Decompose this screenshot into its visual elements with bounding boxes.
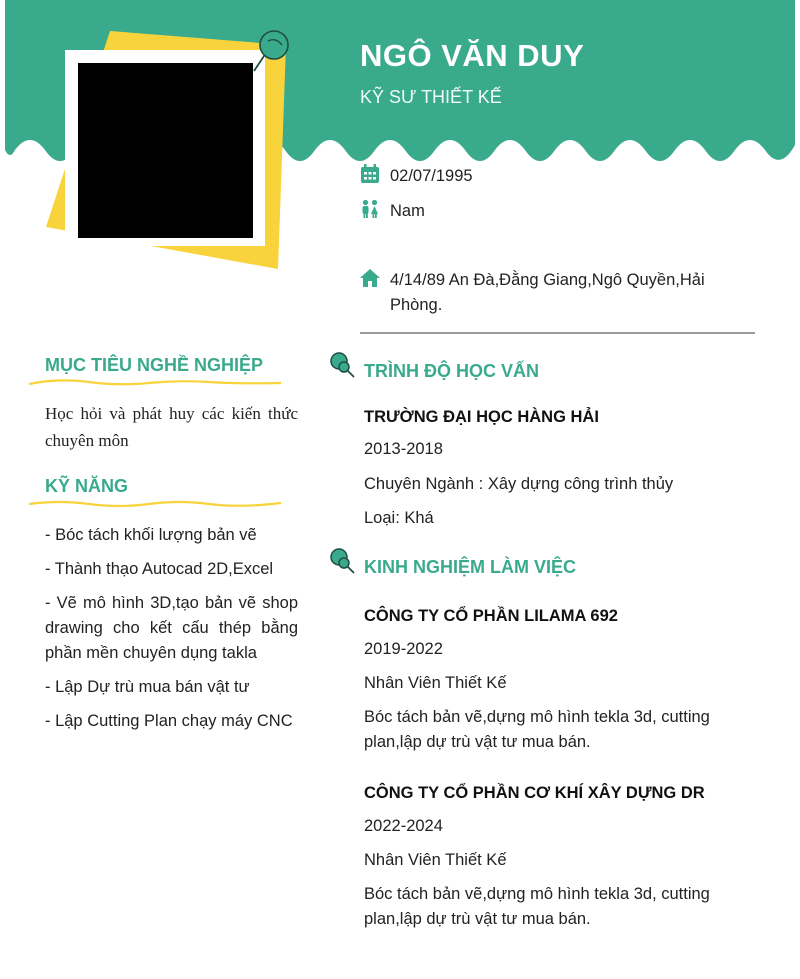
job-years: 2022-2024: [364, 817, 443, 835]
job-description: Bóc tách bản vẽ,dựng mô hình tekla 3d, cutting plan,lập dự trù vật tư mua bán.: [364, 708, 710, 751]
experience-section: [364, 553, 754, 932]
heading-underline: [29, 376, 282, 390]
list-item: - Thành thạo Autocad 2D,Excel: [45, 560, 274, 578]
education-years: 2013-2018: [364, 440, 443, 458]
birthday-value: 02/07/1995: [390, 167, 473, 185]
company-name: CÔNG TY CỔ PHẦN CƠ KHÍ XÂY DỰNG DR: [364, 784, 705, 802]
avatar: [78, 63, 253, 238]
list-item: - Bóc tách khối lượng bản vẽ: [45, 526, 257, 544]
candidate-name: NGÔ VĂN DUY: [360, 38, 585, 73]
education-heading: TRÌNH ĐỘ HỌC VẤN: [364, 361, 539, 381]
list-item: - Vẽ mô hình 3D,tạo bản vẽ shop drawing cho kết cấu thép bằng phần mền chuyên dụng takla: [45, 594, 298, 662]
job-description: Bóc tách bản vẽ,dựng mô hình tekla 3d, cutting plan,lập dự trù vật tư mua bán.: [364, 885, 710, 928]
pushpin-icon: [328, 351, 356, 379]
job-position: Nhân Viên Thiết Kế: [364, 674, 507, 692]
education-major: Chuyên Ngành : Xây dựng công trình thủy: [364, 475, 674, 493]
address-value: 4/14/89 An Đà,Đằng Giang,Ngô Quyền,Hải Phòng.: [390, 271, 705, 314]
job-title: KỸ SƯ THIẾT KẾ: [360, 87, 502, 107]
skills-list: [45, 523, 298, 734]
heading-underline: [29, 497, 282, 511]
objective-text: Học hỏi và phát huy các kiến thức chuyên môn: [45, 404, 298, 450]
objective-heading: MỤC TIÊU NGHỀ NGHIỆP: [45, 355, 264, 375]
job-years: 2019-2022: [364, 640, 443, 658]
gender-value: Nam: [390, 202, 425, 220]
company-name: CÔNG TY CỔ PHẦN LILAMA 692: [364, 607, 618, 625]
left-column: [45, 355, 298, 743]
birthday-row: [360, 164, 473, 189]
gender-row: [360, 199, 425, 224]
school-name: TRƯỜNG ĐẠI HỌC HÀNG HẢI: [364, 408, 599, 426]
address-row: [360, 268, 755, 318]
pushpin-icon: [328, 547, 356, 575]
list-item: - Lập Dự trù mua bán vật tư: [45, 678, 250, 696]
people-icon: [360, 199, 380, 219]
contact-divider: [360, 332, 755, 334]
profile-photo-frame: [40, 25, 300, 285]
home-icon: [360, 268, 380, 288]
job-entry: [364, 784, 754, 932]
education-section: [364, 357, 754, 531]
job-entry: [364, 607, 754, 755]
education-grade: Loại: Khá: [364, 509, 434, 527]
list-item: - Lập Cutting Plan chạy máy CNC: [45, 712, 293, 730]
skills-heading: KỸ NĂNG: [45, 476, 129, 496]
job-position: Nhân Viên Thiết Kế: [364, 851, 507, 869]
calendar-icon: [360, 164, 380, 184]
experience-heading: KINH NGHIỆM LÀM VIỆC: [364, 557, 577, 577]
